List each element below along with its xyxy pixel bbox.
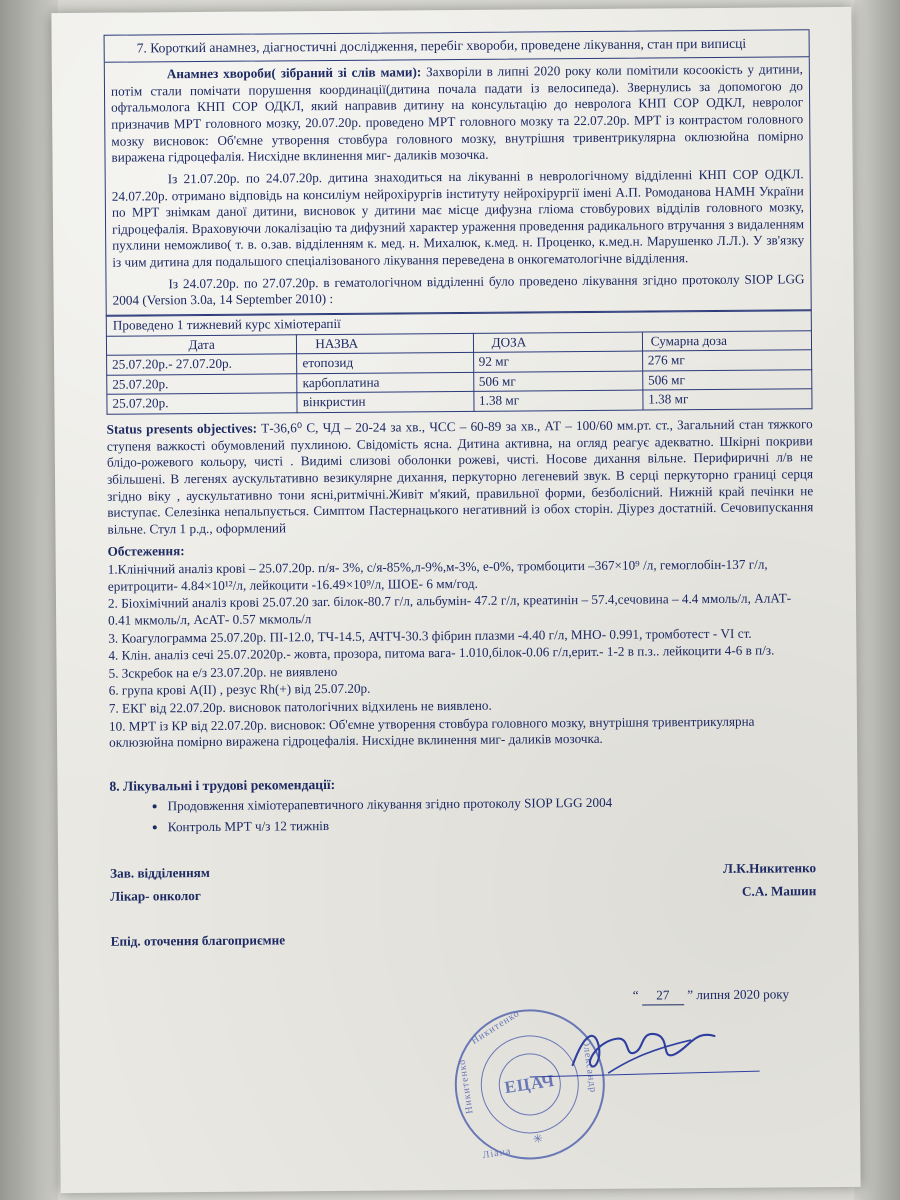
anamnesis-label: Анамнез хвороби( зібраний зі слів мами): [166, 64, 422, 82]
stamp-top-text: Никитенко [469, 1007, 522, 1047]
exam-item: 6. група крові А(ІІ) , резус Rh(+) від 25.07.20р. [108, 681, 371, 699]
chemo-cell-date: 25.07.20р. [107, 373, 297, 394]
chemo-cell-name: карбоплатина [297, 372, 473, 393]
anamnesis-paragraph-2: Із 21.07.20р. по 24.07.20р. дитина знаходиться на лікуванні в неврологічному відділенні КНП СОР ОДКЛ. 24.07.20р. отримано відповідь на консиліум нейрохірургів інституту нейрохірургії імені А.П. Ромоданова НАМН України по МРТ знімкам даної дитини, висновок у дитини має місце дифузна гліома стовбурових відділів головного мозку, гідроцефалія. Враховуючи локалізацію та дифузний характер ураження проведення радикального втручання з видаленням пухлини неможливо( т. в. о.зав. відділенням к. мед. н. Михалюк, к.мед. н. Проценко, к.мед.н. Марушенко Л.Л.). У зв'язку із чим дитина для подальшого спеціалізованого лікування переведена в онкогематологічне відділення. [111, 166, 805, 270]
exam-item: 2. Біохімічний аналіз крові 25.07.20 заг. білок-80.7 г/л, альбумін- 47.2 г/л, креатинін – 57.4,сечовина – 4.4 ммоль/л, АлАТ- 0.41 мкмоль/л, АсАТ- 0.57 мкмоль/л [107, 590, 792, 628]
stamp-star-icon: ✳ [531, 1131, 544, 1147]
recommendations-list [110, 793, 816, 836]
chemo-cell-total: 276 мг [642, 350, 811, 371]
anamnesis-box [104, 57, 812, 315]
chemo-cell-total: 1.38 мг [643, 389, 812, 410]
exam-item: 10. МРТ із КР від 22.07.20р. висновок: Об'ємне утворення стовбура головного мозку, внутрішня тривентрикулярна оклюзюйна помірно виражена гідроцефалія. Нисхідне вклинення миг- даликів мозочка. [108, 713, 755, 750]
status-presents-block [107, 413, 814, 541]
signature-name: Л.К.Никитенко [723, 860, 817, 877]
chemo-col-name: НАЗВА [297, 333, 473, 354]
section-7-heading: 7. Короткий анамнез, діагностичні дослідження, перебіг хвороби, проведене лікування, стан при виписці [136, 35, 747, 56]
chemo-cell-dose: 1.38 мг [473, 390, 642, 411]
epid-note: Епід. оточення благоприємне [110, 931, 286, 949]
chemo-cell-dose: 92 мг [473, 351, 642, 372]
official-stamp [445, 999, 615, 1169]
exams-label: Обстеження: [107, 543, 185, 560]
date-day: 27 [642, 987, 684, 1005]
section-8-heading: 8. Лікувальні і трудові рекомендації: [109, 776, 336, 794]
chemo-col-total: Сумарна доза [642, 330, 811, 351]
status-presents-label: Status presents objectives: [106, 420, 258, 437]
exam-item: 4. Клін. аналіз сечі 25.07.2020р.- жовта, прозора, питома вага- 1.010,білок-0.06 г/л,ерит.- 1-2 в п.з.. лейкоцити 4-6 в п/з. [108, 642, 775, 663]
anamnesis-paragraph-3: Із 24.07.20р. по 27.07.20р. в гематологічном відділенні було проведено лікування згідно протоколу SIOP LGG 2004 (Version 3.0a, 14 September 2010) : [112, 270, 805, 308]
page-shadow-left [0, 0, 58, 1200]
chemo-cell-dose: 506 мг [473, 371, 642, 392]
chemo-cell-date: 25.07.20р. [107, 393, 297, 414]
stamp-bottom-text: Ліана [481, 1145, 513, 1162]
chemo-cell-total: 506 мг [642, 369, 811, 390]
anamnesis-paragraph [111, 61, 804, 166]
chemo-cell-name: етопозид [297, 352, 473, 373]
date-rest: ” липня 2020 року [687, 986, 790, 1003]
signature-row-2 [110, 883, 816, 905]
chemo-col-dose: ДОЗА [473, 332, 642, 353]
paper-sheet [51, 7, 860, 1193]
chemo-table [106, 330, 813, 415]
date-line [111, 986, 817, 1009]
date-quote-open: “ [632, 987, 639, 1003]
exam-item: 3. Коагулограмма 25.07.20р. ПІ-12.0, ТЧ-14.5, АЧТЧ-30.3 фібрин плазми -4.40 г/л, МНО- 0.991, тромботест - VI ст. [108, 625, 752, 646]
page-shadow-right [854, 0, 900, 1200]
chemo-cell-name: вінкристин [297, 392, 473, 413]
chemo-caption: Проведено 1 тижневий курс хіміотерапії [106, 310, 812, 335]
signature-name: С.А. Машин [741, 883, 817, 899]
status-presents-paragraph [107, 416, 814, 538]
anamnesis-text: Захворіли в липні 2020 року коли помітили косоокість у дитини, потім стали помічати порушення координації(дитина почала падати із велосипеда). Звернулись за допомогою до офтальмолога КНП СОР ОДКЛ, який направив дитину на консультацію до невролога КНП СОР ОДКЛ, невролог призначив МРТ головного мозку, 20.07.20р. проведено МРТ головного мозку та 22.07.20р. МРТ із контрастом головного мозку висновок: Об'ємне утворення стовбура головного мозку, внутрішня тривентрикулярна оклюзюйна помірно виражена гідроцефалія. Нисхідне вклинення миг- даликів мозочка. [110, 61, 804, 165]
chemo-cell-date: 25.07.20р.- 27.07.20р. [107, 354, 297, 375]
stamp-center-text: ЕЦАЧ [495, 1049, 565, 1119]
recommendation-item: • Контроль МРТ ч/з 12 тижнів [168, 814, 816, 836]
table-row [107, 389, 812, 414]
exam-item: 1.Клінічний аналіз крові – 25.07.20р. п/я- 3%, с/я-85%,л-9%,м-3%, е-0%, тромбоцити –367×10⁹ /л, гемоглобін-137 г/л, еритроцити- 4.84×10¹²/л, лейкоцити -16.49×10⁹/л, ШОЕ- 6 мм/год. [107, 556, 768, 594]
recommendation-item: • Продовження хіміотерапевтичного лікування згідно протоколу SIOP LGG 2004 [168, 793, 816, 815]
document-body [104, 29, 819, 1165]
chemo-col-date: Дата [106, 334, 296, 355]
stamp-right-text: Олександр [579, 1038, 599, 1094]
status-presents-text: Т-36,6⁰ С, ЧД – 20-24 за хв., ЧСС – 60-89 за хв., АТ – 100/60 мм.рт. ст., Загальний стан тяжкого ступеня важкості обумовлений пухлиною. Свідомість ясна. Дитина активна, на огляд реагує адекватно. Шкірні покриви блідо-рожевого кольору, чисті . Видимі слизові оболонки рожеві, чисті. Носове дихання вільне. Перифиричні л/в не збільшені. В легенях аускультативно везикулярне дихання, перкуторно легеневий звук. В серці перкуторно границі серця згідно віку , аускультативно тони ясні,ритмічні.Живіт м'який, правильної форми, безболісний. Нижній край печінки не виступає. Селезінка непальпується. Симптом Пастернацького негативний із обох сторін. Діурез достатній. Сечовипускання вільне. Стул 1 р.д., оформлений [106, 416, 814, 537]
signature-row-1 [110, 860, 816, 882]
stamp-left-text: Никитенко [456, 1058, 476, 1115]
signature-block [110, 860, 816, 905]
signature-role: Зав. відділенням [110, 865, 210, 881]
exams-list [108, 556, 815, 751]
signature-role: Лікар- онколог [110, 887, 201, 904]
exam-item: 5. Зскребок на е/з 23.07.20р. не виявлено [108, 663, 338, 681]
exam-item: 7. ЕКГ від 22.07.20р. висновок патологічних відхилень не виявлено. [108, 697, 492, 716]
